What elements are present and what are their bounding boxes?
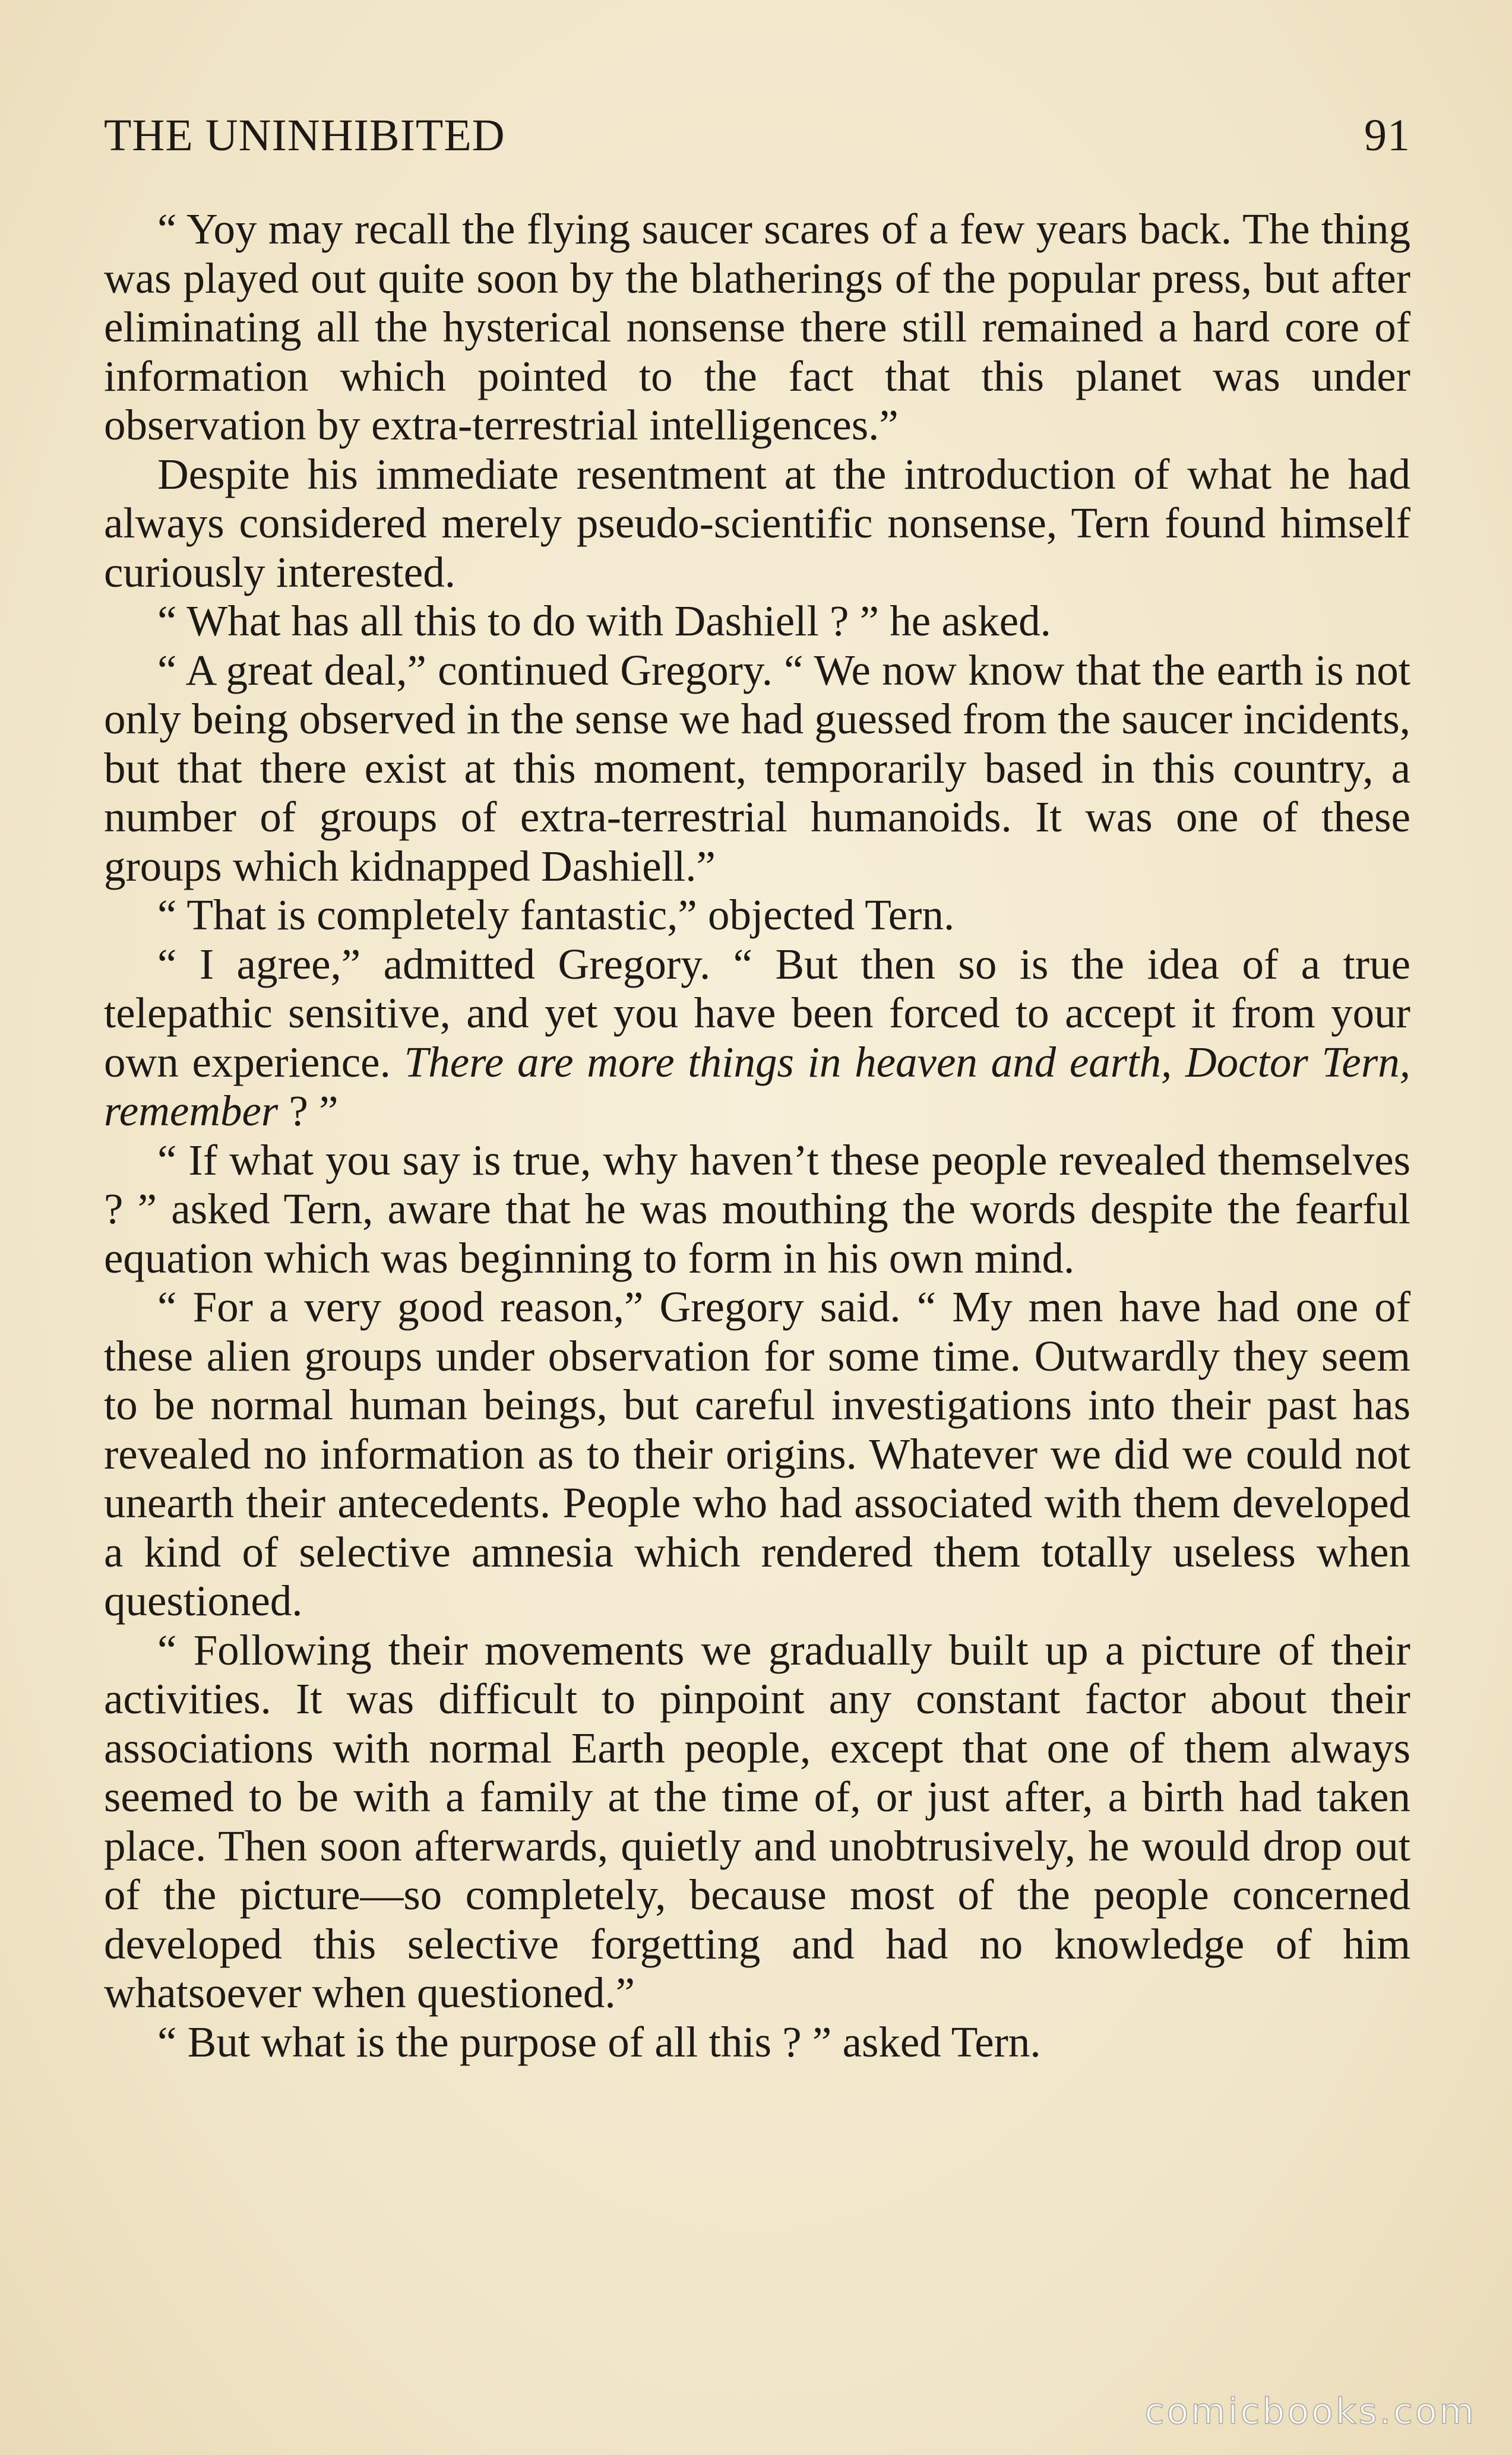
page-number: 91 [1364,110,1410,160]
running-head [104,110,1410,169]
paragraph: “ But what is the purpose of all this ? ” asked Tern. [157,2017,1041,2066]
paragraph [104,940,1410,1136]
italic-quote: There are more things in heaven and earth, Doctor Tern, remember [104,1037,1410,1135]
watermark-text: comicbooks.com [1144,2391,1476,2432]
paragraph: “ If what you say is true, why haven’t these people revealed themselves ? ” asked Tern, aware that he was mouthing the words despite the fearful equation which was beginning to form in his own mind. [104,1135,1410,1282]
paragraph: “ Following their movements we gradually built up a picture of their activities. It was difficult to pinpoint any constant factor about their associations with normal Earth people, except that one of them always seemed to be with a family at the time of, or just after, a birth had taken place. Then soon afterwards, quietly and unobtrusively, he would drop out of the picture—so completely, because most of the people concerned developed this selective forgetting and had no knowledge of him whatsoever when questioned.” [104,1625,1410,2017]
paragraph-text: “ I agree,” admitted Gregory. “ But then so is the idea of a true telepathic sensitive, and yet you have been forced to accept it from your own experience. [104,939,1410,1086]
running-title: THE UNINHIBITED [104,110,505,160]
paragraph-text: ? ” [278,1087,339,1135]
paragraph: “ What has all this to do with Dashiell ? ” he asked. [157,597,1051,645]
paragraph: “ Yoy may recall the flying saucer scares of a few years back. The thing was played out quite soon by the blatherings of the popular press, but after eliminating all the hysterical nonsense there still remained a hard core of information which pointed to the fact that this planet was under observation by extra-terrestrial intelligences.” [104,205,1410,449]
paragraph: “ That is completely fantastic,” objected Tern. [157,891,955,939]
paragraph: “ A great deal,” continued Gregory. “ We now know that the earth is not only being observed in the sense we had guessed from the saucer incidents, but that there exist at this moment, temporarily based in this country, a number of groups of extra-terrestrial humanoids. It was one of these groups which kidnapped Dashiell.” [104,646,1410,890]
book-page [104,110,1410,2367]
paragraph: “ For a very good reason,” Gregory said. “ My men have had one of these alien groups under observation for some time. Outwardly they seem to be normal human beings, but careful investigations into their past has revealed no information as to their origins. Whatever we did we could not unearth their antecedents. People who had associated with them developed a kind of selective amnesia which rendered them totally useless when questioned. [104,1283,1410,1625]
paragraph: Despite his immediate resentment at the introduction of what he had always considered merely pseudo-scientific nonsense, Tern found himself curiously interested. [104,450,1410,596]
body-text [104,205,1410,2067]
